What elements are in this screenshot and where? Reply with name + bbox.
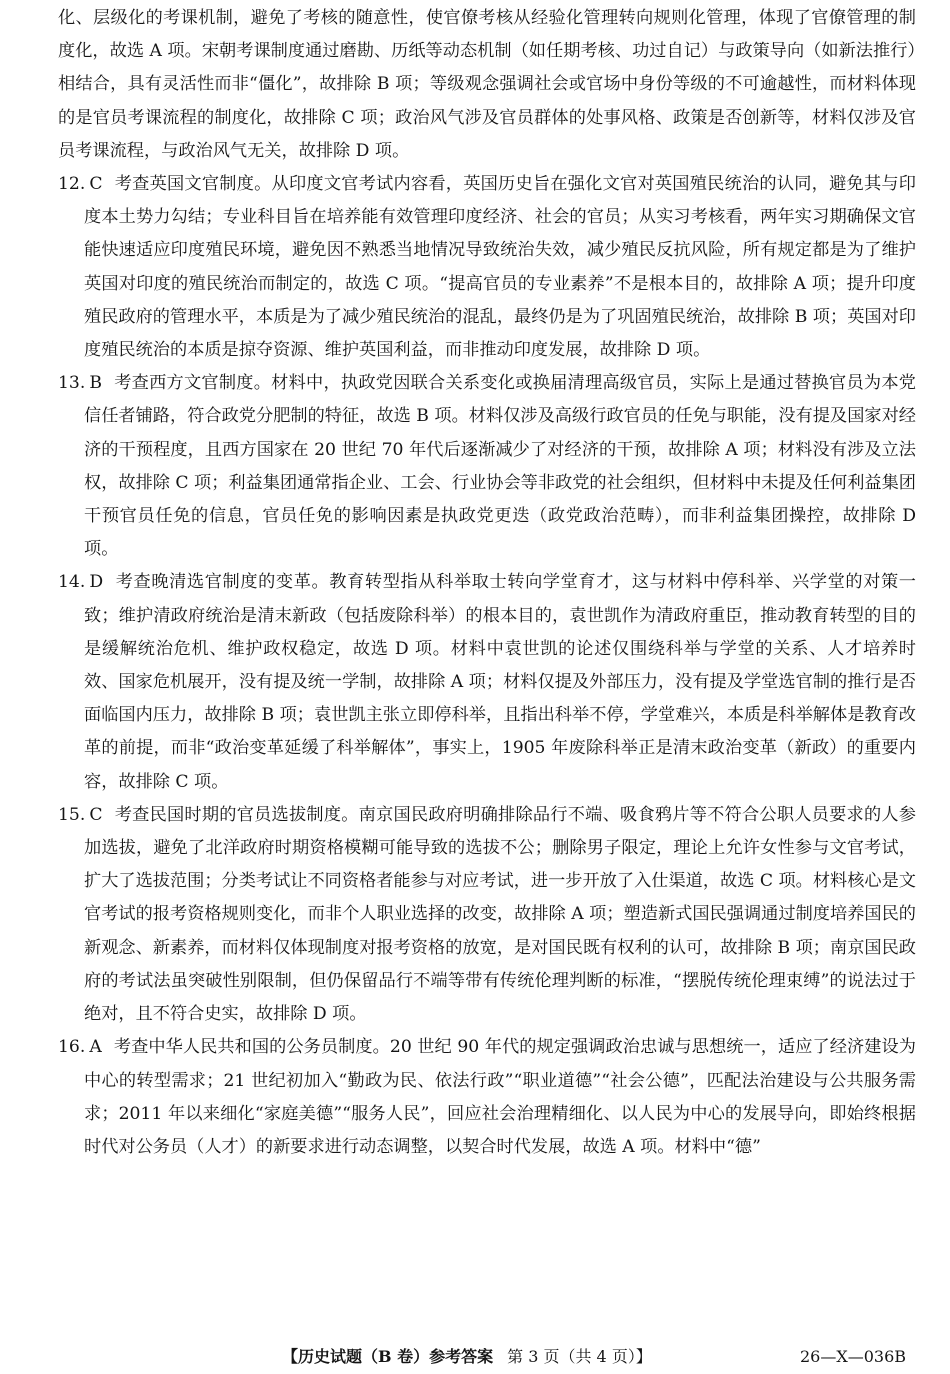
answer-item-15	[58, 799, 916, 1031]
item-number: 14.	[58, 572, 86, 593]
footer-page-number: 第 3 页（共 4 页）】	[507, 1347, 652, 1366]
answer-item-12	[58, 168, 916, 367]
intro-paragraph: 化、层级化的考课机制，避免了考核的随意性，使官僚考核从经验化管理转向规则化管理，体现了官僚管理的制度化，故选 A 项。宋朝考课制度通过磨勘、历纸等动态机制（如任期考核、功过自记）与政策导向（如新法推行）相结合，具有灵活性而非“僵化”，故排除 B 项；等级观念强调社会或官场中身份等级的不可逾越性，而材料体现的是官员考课流程的制度化，故排除 C 项；政治风气涉及官员群体的处事风格、政策是否创新等，材料仅涉及官员考课流程，与政治风气无关，故排除 D 项。	[58, 8, 916, 161]
footer-title: 【历史试题（B 卷）参考答案	[282, 1347, 494, 1366]
item-explanation: 考查晚清选官制度的变革。教育转型指从科举取士转向学堂育才，这与材料中停科举、兴学堂的对策一致；维护清政府统治是清末新政（包括废除科举）的根本目的，袁世凯作为清政府重臣，推动教育转型的目的是缓解统治危机、维护政权稳定，故选 D 项。材料中袁世凯的论述仅围绕科举与学堂的关系、人才培养时效、国家危机展开，没有提及统一学制，故排除 A 项；材料仅提及外部压力，没有提及学堂选官制的推行是否面临国内压力，故排除 B 项；袁世凯主张立即停科举，且指出科举不停，学堂难兴，本质是科举解体是教育改革的前提，而非“政治变革延缓了科举解体”，事实上，1905 年废除科举正是清末政治变革（新政）的重要内容，故排除 C 项。	[84, 572, 916, 792]
item-answer: A	[89, 1037, 102, 1058]
answer-content	[58, 2, 916, 1164]
answer-item-16	[58, 1031, 916, 1164]
item-answer: D	[89, 572, 104, 593]
page-footer	[0, 1336, 950, 1366]
item-explanation: 考查民国时期的官员选拔制度。南京国民政府明确排除品行不端、吸食鸦片等不符合公职人员要求的人参加选拔，避免了北洋政府时期资格模糊可能导致的选拔不公；删除男子限定，理论上允许女性参与文官考试，扩大了选拔范围；分类考试让不同资格者能参与对应考试，进一步开放了入仕渠道，故选 C 项。材料核心是文官考试的报考资格规则变化，而非个人职业选择的改变，故排除 A 项；塑造新式国民强调通过制度培养国民的新观念、新素养，而材料仅体现制度对报考资格的放宽，是对国民既有权利的认可，故排除 B 项；南京国民政府的考试法虽突破性别限制，但仍保留品行不端等带有传统伦理判断的标准，“摆脱传统伦理束缚”的说法过于绝对，且不符合史实，故排除 D 项。	[84, 804, 916, 1025]
footer-code: 26—X—036B	[800, 1347, 907, 1366]
item-answer: C	[89, 174, 103, 195]
item-explanation: 考查西方文官制度。材料中，执政党因联合关系变化或换届清理高级官员，实际上是通过替换官员为本党信任者铺路，符合政党分肥制的特征，故选 B 项。材料仅涉及高级行政官员的任免与职能，没有提及国家对经济的干预程度，且西方国家在 20 世纪 70 年代后逐渐减少了对经济的干预，故排除 A 项；材料没有涉及立法权，故排除 C 项；利益集团通常指企业、工会、行业协会等非政党的社会组织，但材料中未提及任何利益集团干预官员任免的信息，官员任免的影响因素是执政党更迭（政党政治范畴），而非利益集团操控，故排除 D 项。	[84, 373, 916, 560]
item-number: 15.	[58, 804, 86, 825]
item-answer: C	[89, 804, 103, 825]
item-number: 16.	[58, 1037, 86, 1058]
item-explanation: 考查英国文官制度。从印度文官考试内容看，英国历史旨在强化文官对英国殖民统治的认同，避免其与印度本土势力勾结；专业科目旨在培养能有效管理印度经济、社会的官员；从实习考核看，两年实习期确保文官能快速适应印度殖民环境，避免因不熟悉当地情况导致统治失效，减少殖民反抗风险，所有规定都是为了维护英国对印度的殖民统治而制定的，故选 C 项。“提高官员的专业素养”不是根本目的，故排除 A 项；提升印度殖民政府的管理水平，本质是为了减少殖民统治的混乱，最终仍是为了巩固殖民统治，故排除 B 项；英国对印度殖民统治的本质是掠夺资源、维护英国利益，而非推动印度发展，故排除 D 项。	[84, 174, 916, 361]
item-explanation: 考查中华人民共和国的公务员制度。20 世纪 90 年代的规定强调政治忠诚与思想统一，适应了经济建设为中心的转型需求；21 世纪初加入“勤政为民、依法行政”“职业道德”“社会公德”，匹配法治建设与公共服务需求；2011 年以来细化“家庭美德”“服务人民”，回应社会治理精细化、以人民为中心的发展导向，即始终根据时代对公务员（人才）的新要求进行动态调整，以契合时代发展，故选 A 项。材料中“德”	[84, 1037, 916, 1157]
answer-item-14	[58, 566, 916, 798]
item-answer: B	[89, 373, 102, 394]
item-number: 12.	[58, 174, 86, 195]
answer-item-13	[58, 367, 916, 566]
footer-title-group	[282, 1340, 652, 1373]
item-number: 13.	[58, 373, 86, 394]
